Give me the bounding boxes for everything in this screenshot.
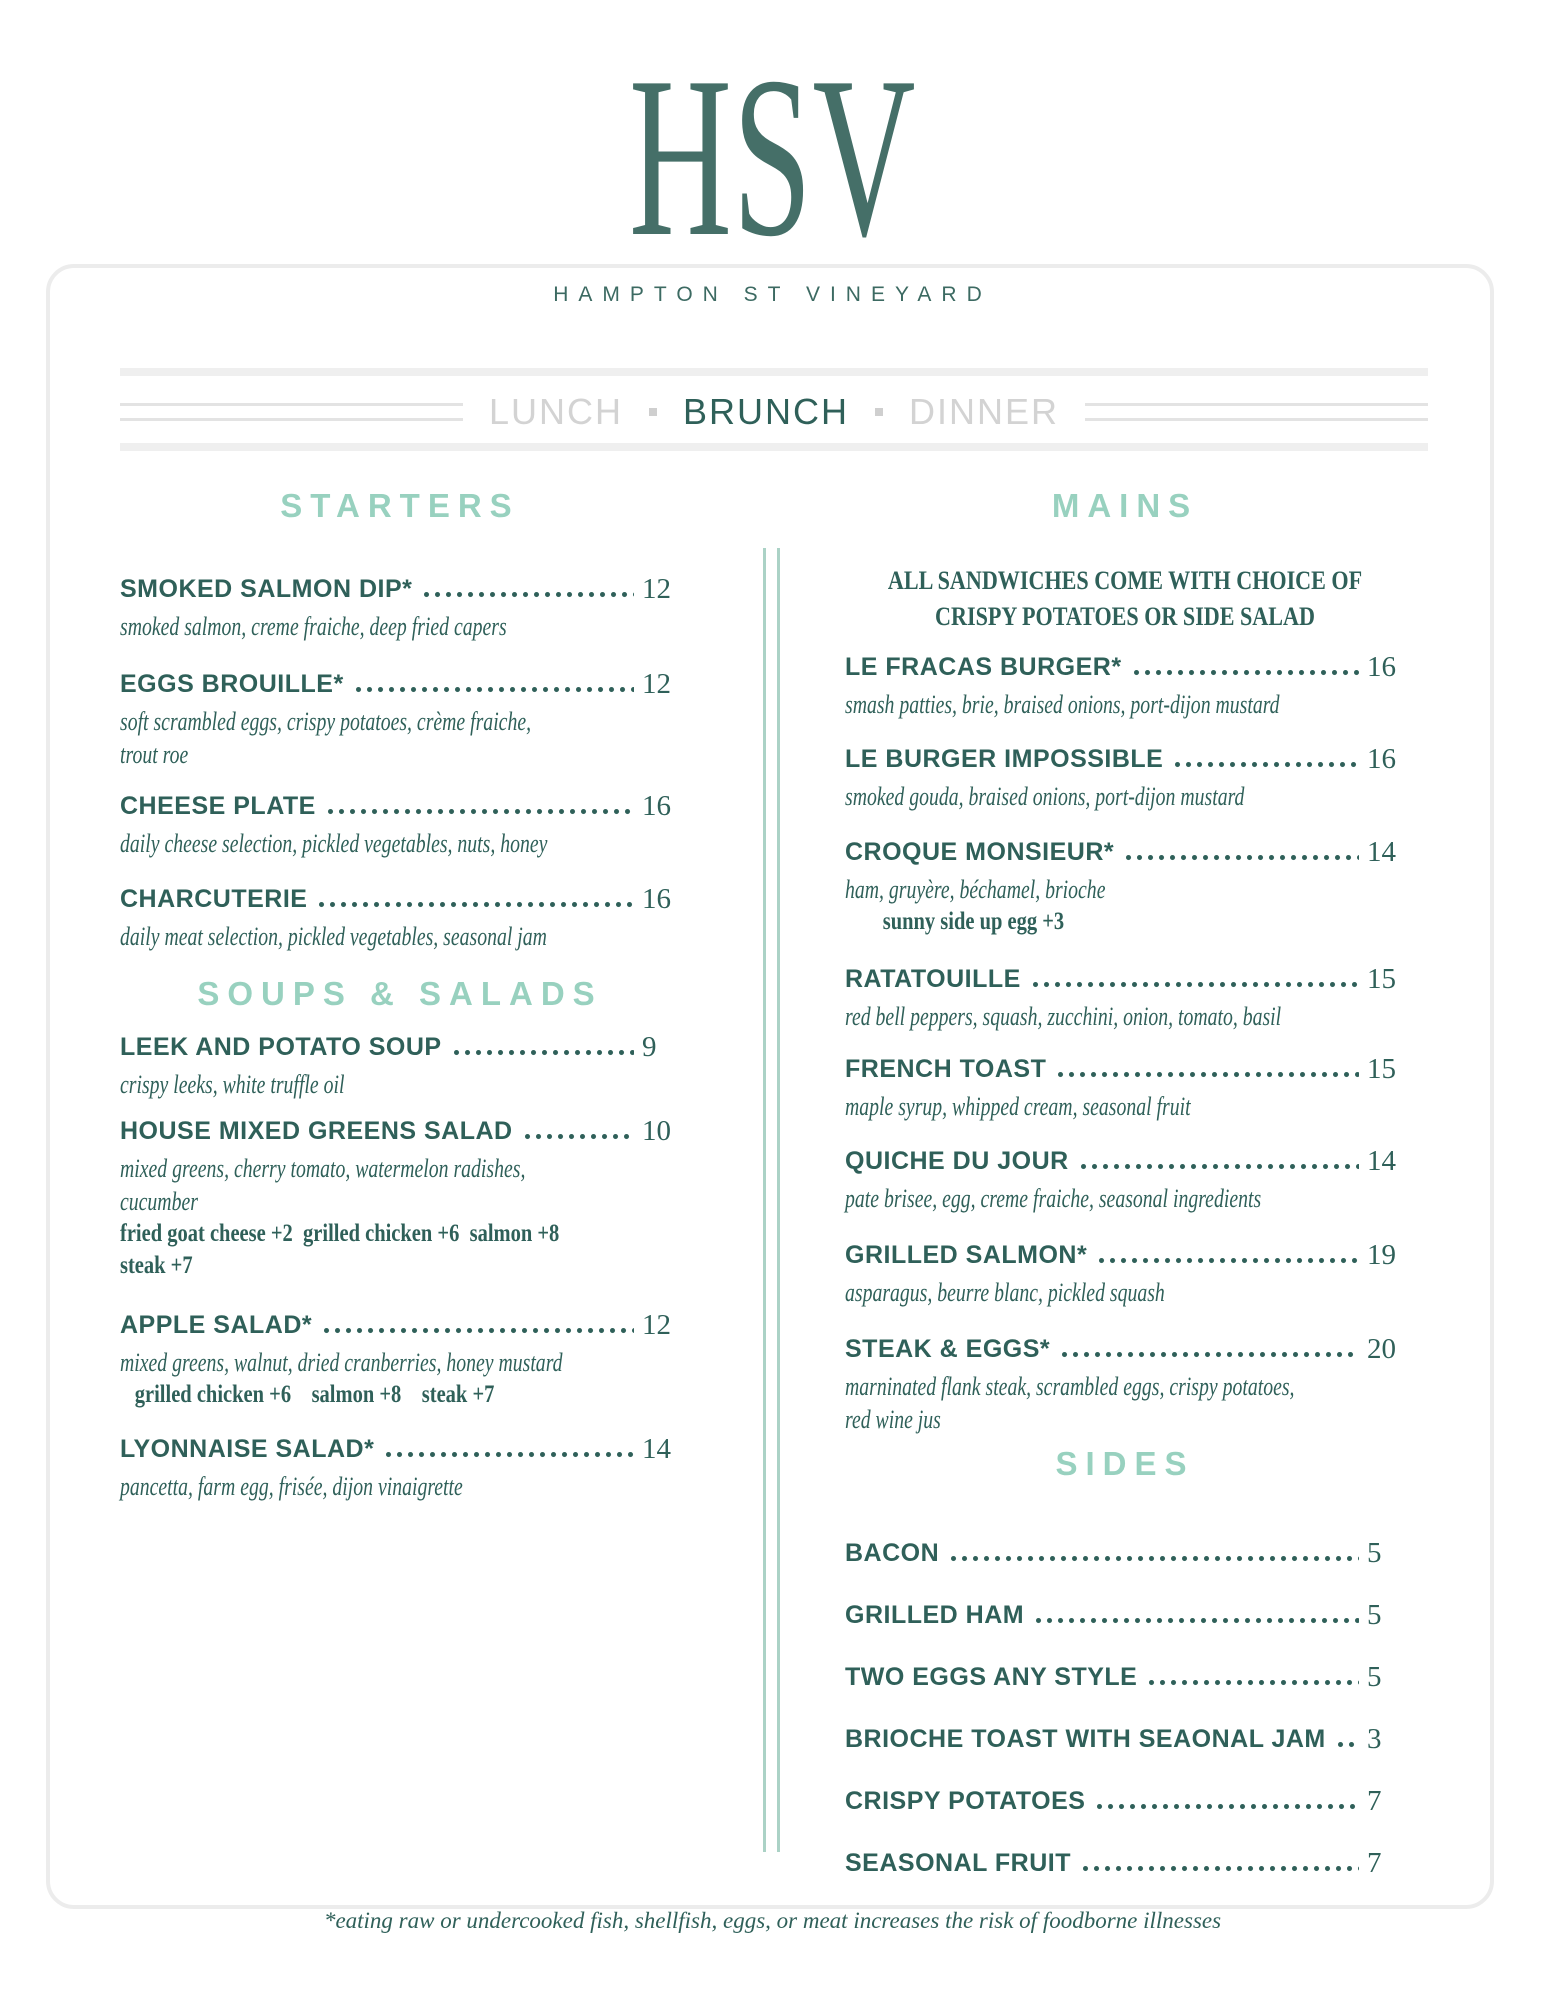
menu-item-quiche-du-jour	[845, 1144, 1405, 1215]
item-price: 12	[642, 573, 671, 605]
dotted-leader	[949, 1536, 1359, 1570]
item-price: 14	[1367, 1145, 1396, 1177]
dotted-leader	[1079, 1144, 1359, 1178]
item-description-line: asparagus, beurre blanc, pickled squash	[845, 1278, 1165, 1307]
dotted-leader	[1147, 1660, 1359, 1694]
item-name: APPLE SALAD*	[120, 1311, 313, 1339]
item-description-line: red wine jus	[845, 1405, 941, 1434]
menu-item-house-mixed-greens-salad	[120, 1114, 680, 1282]
item-description-line: mixed greens, cherry tomato, watermelon radishes,	[120, 1154, 526, 1183]
item-description	[845, 1182, 1405, 1215]
item-description-line: pancetta, farm egg, frisée, dijon vinaigrette	[120, 1472, 463, 1501]
item-price: 12	[642, 1309, 671, 1341]
item-title-row	[845, 1238, 1405, 1272]
sandwich-note-line: CRISPY POTATOES OR SIDE SALAD	[935, 602, 1315, 631]
item-name: RATATOUILLE	[845, 965, 1021, 993]
item-price: 19	[1367, 1239, 1396, 1271]
dotted-leader	[1124, 835, 1359, 869]
sandwich-note-line: ALL SANDWICHES COME WITH CHOICE OF	[887, 566, 1363, 595]
item-title-row	[845, 835, 1405, 869]
sandwich-note	[845, 563, 1405, 635]
brand-logo-text: HSV	[628, 29, 917, 284]
item-addons-line: fried goat cheese +2 grilled chicken +6 salmon +8	[120, 1220, 560, 1247]
dotted-leader	[1173, 742, 1359, 776]
item-title-row	[120, 882, 680, 916]
item-addons-line: steak +7	[120, 1252, 193, 1279]
menu-item-charcuterie	[120, 882, 680, 953]
dotted-leader	[326, 789, 634, 823]
dotted-leader	[322, 1308, 634, 1342]
item-title-row	[120, 1432, 680, 1466]
menu-item-bacon	[845, 1536, 1405, 1570]
item-description-line: marninated flank steak, scrambled eggs, crispy potatoes,	[845, 1372, 1295, 1401]
item-price: 14	[1367, 836, 1396, 868]
item-price: 9	[642, 1031, 657, 1063]
item-name: SMOKED SALMON DIP*	[120, 575, 413, 603]
item-title-row	[845, 1332, 1405, 1366]
item-price: 20	[1367, 1333, 1396, 1365]
item-price: 10	[642, 1115, 671, 1147]
item-description-line: mixed greens, walnut, dried cranberries, honey mustard	[120, 1348, 563, 1377]
item-title-row	[120, 1308, 680, 1342]
tab-lunch[interactable]: LUNCH	[488, 391, 623, 432]
item-title-row	[120, 789, 680, 823]
section-title-soups-salads: SOUPS & SALADS	[197, 975, 603, 1012]
item-title-row	[845, 650, 1405, 684]
item-price: 12	[642, 668, 671, 700]
item-name: BACON	[845, 1539, 940, 1567]
item-title-row	[845, 1598, 1405, 1632]
dotted-leader	[354, 667, 634, 701]
item-title-row	[845, 742, 1405, 776]
dotted-leader	[1031, 962, 1359, 996]
right-column	[845, 0, 1405, 2000]
item-name: STEAK & EGGS*	[845, 1335, 1051, 1363]
item-description-line: trout roe	[120, 740, 189, 769]
item-description	[120, 1068, 680, 1101]
item-description	[845, 780, 1405, 813]
item-description	[120, 1470, 680, 1503]
item-title-row	[845, 1722, 1405, 1756]
item-name: LE FRACAS BURGER*	[845, 653, 1122, 681]
item-price: 15	[1367, 963, 1396, 995]
item-description-line: ham, gruyère, béchamel, brioche	[845, 875, 1106, 904]
menu-item-two-eggs-any-style	[845, 1660, 1405, 1694]
item-title-row	[845, 1144, 1405, 1178]
section-title-mains: MAINS	[1051, 487, 1199, 524]
menu-item-seasonal-fruit	[845, 1846, 1405, 1880]
item-title-row	[845, 1052, 1405, 1086]
menu-item-smoked-salmon-dip	[120, 572, 680, 643]
item-name: CROQUE MONSIEUR*	[845, 838, 1115, 866]
menu-item-croque-monsieur	[845, 835, 1405, 938]
menu-item-french-toast	[845, 1052, 1405, 1123]
item-description	[845, 1000, 1405, 1033]
menu-item-leek-potato-soup	[120, 1030, 680, 1101]
item-description-line: smash patties, brie, braised onions, port-dijon mustard	[845, 690, 1280, 719]
dotted-leader	[317, 882, 634, 916]
item-title-row	[845, 962, 1405, 996]
menu-item-crispy-potatoes	[845, 1784, 1405, 1818]
item-price: 7	[1367, 1847, 1382, 1879]
item-description-line: pate brisee, egg, creme fraiche, seasonal ingredients	[845, 1184, 1262, 1213]
dotted-leader	[1095, 1784, 1359, 1818]
menu-item-cheese-plate	[120, 789, 680, 860]
item-name: QUICHE DU JOUR	[845, 1147, 1069, 1175]
dotted-leader	[452, 1030, 634, 1064]
item-description	[845, 1276, 1405, 1309]
item-name: TWO EGGS ANY STYLE	[845, 1663, 1138, 1691]
item-title-row	[845, 1784, 1405, 1818]
item-description-line: soft scrambled eggs, crispy potatoes, crème fraiche,	[120, 707, 532, 736]
item-addons-line: sunny side up egg +3	[882, 908, 1065, 935]
dotted-leader	[523, 1114, 634, 1148]
item-title-row	[120, 1114, 680, 1148]
menu-item-le-burger-impossible	[845, 742, 1405, 813]
item-price: 15	[1367, 1053, 1396, 1085]
dotted-leader	[1336, 1722, 1359, 1756]
item-addons-line: grilled chicken +6 salmon +8 steak +7	[134, 1381, 495, 1408]
item-title-row	[845, 1846, 1405, 1880]
item-description	[845, 1090, 1405, 1123]
section-title-sides: SIDES	[1055, 1445, 1195, 1482]
item-price: 5	[1367, 1537, 1382, 1569]
menu-item-lyonnaise-salad	[120, 1432, 680, 1503]
menu-item-steak-and-eggs	[845, 1332, 1405, 1436]
dotted-leader	[1081, 1846, 1359, 1880]
item-price: 5	[1367, 1599, 1382, 1631]
tab-dinner[interactable]: DINNER	[909, 391, 1060, 432]
footnote: *eating raw or undercooked fish, shellfish, eggs, or meat increases the risk of foodborne illnesses	[323, 1908, 1222, 1933]
dotted-leader	[1132, 650, 1359, 684]
item-price: 16	[1367, 651, 1396, 683]
item-name: LYONNAISE SALAD*	[120, 1435, 375, 1463]
item-name: FRENCH TOAST	[845, 1055, 1047, 1083]
item-name: CHARCUTERIE	[120, 885, 308, 913]
dotted-leader	[422, 572, 634, 606]
item-description-line: red bell peppers, squash, zucchini, onion, tomato, basil	[845, 1002, 1282, 1031]
item-price: 3	[1367, 1723, 1382, 1755]
menu-item-brioche-toast	[845, 1722, 1405, 1756]
item-title-row	[845, 1660, 1405, 1694]
item-description	[120, 1152, 680, 1218]
menu-item-eggs-brouille	[120, 667, 680, 771]
menu-item-grilled-salmon	[845, 1238, 1405, 1309]
dotted-leader	[1060, 1332, 1359, 1366]
item-price: 14	[642, 1433, 671, 1465]
item-name: EGGS BROUILLE*	[120, 670, 344, 698]
dotted-leader	[1097, 1238, 1359, 1272]
item-description-line: maple syrup, whipped cream, seasonal fruit	[845, 1092, 1191, 1121]
item-description	[120, 1346, 680, 1379]
item-name: BRIOCHE TOAST WITH SEAONAL JAM	[845, 1725, 1326, 1753]
column-divider	[763, 548, 780, 1852]
item-name: SEASONAL FRUIT	[845, 1849, 1071, 1877]
dotted-leader	[1034, 1598, 1359, 1632]
item-name: LE BURGER IMPOSSIBLE	[845, 745, 1164, 773]
item-price: 16	[642, 790, 671, 822]
item-description-line: smoked salmon, creme fraiche, deep fried capers	[120, 612, 507, 641]
brand-tagline: HAMPTON ST VINEYARD	[553, 283, 992, 306]
item-price: 16	[642, 883, 671, 915]
item-title-row	[120, 1030, 680, 1064]
item-description-line: daily meat selection, pickled vegetables, seasonal jam	[120, 922, 547, 951]
menu-item-apple-salad	[120, 1308, 680, 1411]
item-title-row	[120, 667, 680, 701]
menu-item-ratatouille	[845, 962, 1405, 1033]
item-description	[120, 920, 680, 953]
item-price: 16	[1367, 743, 1396, 775]
item-title-row	[845, 1536, 1405, 1570]
item-name: CRISPY POTATOES	[845, 1787, 1086, 1815]
item-name: CHEESE PLATE	[120, 792, 316, 820]
tab-brunch[interactable]: BRUNCH	[683, 391, 850, 432]
item-name: HOUSE MIXED GREENS SALAD	[120, 1117, 513, 1145]
menu-item-grilled-ham	[845, 1598, 1405, 1632]
item-description-line: cucumber	[120, 1187, 198, 1216]
left-column	[120, 0, 680, 2000]
section-title-starters: STARTERS	[280, 487, 520, 524]
item-description-line: crispy leeks, white truffle oil	[120, 1070, 345, 1099]
item-name: GRILLED SALMON*	[845, 1241, 1088, 1269]
dotted-leader	[1056, 1052, 1359, 1086]
item-description	[120, 610, 680, 643]
item-description	[845, 1370, 1405, 1436]
item-description	[845, 688, 1405, 721]
item-description-line: daily cheese selection, pickled vegetables, nuts, honey	[120, 829, 548, 858]
item-price: 5	[1367, 1661, 1382, 1693]
dotted-leader	[384, 1432, 634, 1466]
menu-item-le-fracas-burger	[845, 650, 1405, 721]
item-title-row	[120, 572, 680, 606]
item-description-line: smoked gouda, braised onions, port-dijon mustard	[845, 782, 1245, 811]
item-description	[120, 705, 680, 771]
item-description	[120, 827, 680, 860]
item-price: 7	[1367, 1785, 1382, 1817]
item-name: GRILLED HAM	[845, 1601, 1025, 1629]
item-name: LEEK AND POTATO SOUP	[120, 1033, 442, 1061]
item-description	[845, 873, 1405, 906]
